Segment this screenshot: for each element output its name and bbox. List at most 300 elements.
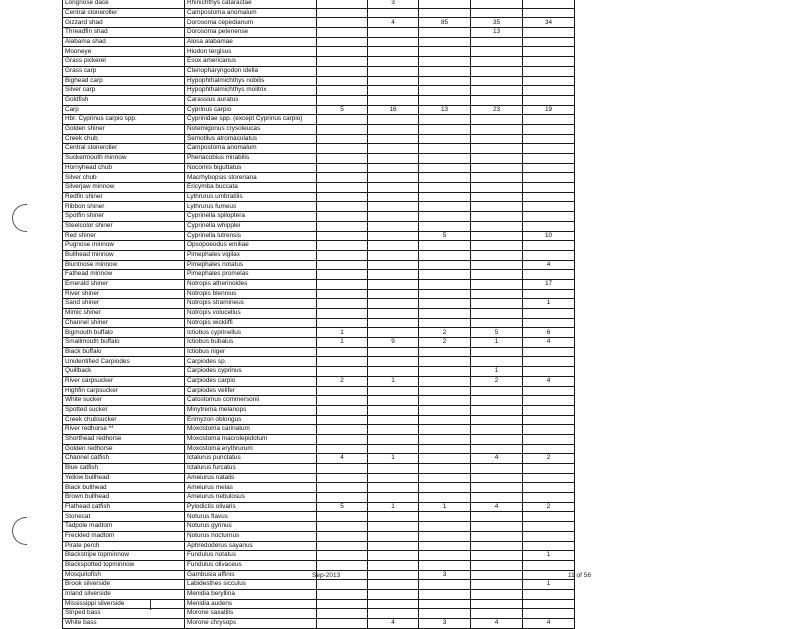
common-name-cell: Steelcolor shiner bbox=[63, 221, 185, 231]
count-cell bbox=[471, 609, 523, 619]
table-row bbox=[63, 183, 575, 193]
count-cell bbox=[317, 551, 368, 561]
count-cell bbox=[317, 115, 368, 125]
count-cell bbox=[368, 86, 419, 96]
count-cell bbox=[317, 66, 368, 76]
count-cell: 4 bbox=[471, 502, 523, 512]
count-cell bbox=[419, 279, 471, 289]
count-cell bbox=[317, 202, 368, 212]
common-name-cell: Black bullhead bbox=[63, 483, 185, 493]
common-name-cell: Channel shiner bbox=[63, 318, 185, 328]
count-cell bbox=[471, 560, 523, 570]
count-cell bbox=[523, 183, 575, 193]
count-cell bbox=[368, 328, 419, 338]
count-cell bbox=[523, 483, 575, 493]
count-cell bbox=[419, 163, 471, 173]
common-name-cell: Bluntnose minnow bbox=[63, 260, 185, 270]
count-cell bbox=[471, 464, 523, 474]
count-cell: 3 bbox=[368, 0, 419, 8]
count-cell bbox=[368, 95, 419, 105]
count-cell bbox=[317, 57, 368, 67]
scientific-name-cell: Ameiurus natalis bbox=[185, 473, 317, 483]
count-cell bbox=[317, 434, 368, 444]
count-cell: 4 bbox=[471, 454, 523, 464]
count-cell bbox=[523, 367, 575, 377]
count-cell bbox=[368, 202, 419, 212]
footer-page-number: 11 of 56 bbox=[568, 572, 592, 579]
scientific-name-cell: Noturus flavus bbox=[185, 512, 317, 522]
punch-hole-mark bbox=[12, 517, 27, 545]
count-cell bbox=[317, 163, 368, 173]
count-cell: 1 bbox=[471, 367, 523, 377]
count-cell bbox=[368, 66, 419, 76]
count-cell: 13 bbox=[471, 28, 523, 38]
scientific-name-cell: Opsopoeodus emiliae bbox=[185, 241, 317, 251]
table-row bbox=[63, 589, 575, 599]
count-cell bbox=[471, 154, 523, 164]
count-cell: 1 bbox=[419, 502, 471, 512]
scientific-name-cell: Pimephales vigilax bbox=[185, 250, 317, 260]
table-row bbox=[63, 376, 575, 386]
count-cell bbox=[317, 580, 368, 590]
table-row bbox=[63, 57, 575, 67]
count-cell: 3 bbox=[419, 619, 471, 629]
count-cell: 1 bbox=[523, 551, 575, 561]
scientific-name-cell: Campostoma anomalum bbox=[185, 8, 317, 18]
count-cell bbox=[317, 609, 368, 619]
count-cell bbox=[523, 212, 575, 222]
count-cell bbox=[368, 434, 419, 444]
table-row bbox=[63, 28, 575, 38]
count-cell: 5 bbox=[317, 502, 368, 512]
count-cell: 10 bbox=[523, 231, 575, 241]
scientific-name-cell: Gambusia affinis bbox=[185, 570, 317, 580]
count-cell bbox=[419, 541, 471, 551]
count-cell bbox=[419, 425, 471, 435]
table-row bbox=[63, 221, 575, 231]
count-cell bbox=[368, 57, 419, 67]
count-cell bbox=[368, 580, 419, 590]
count-cell: 4 bbox=[523, 376, 575, 386]
count-cell bbox=[523, 95, 575, 105]
count-cell bbox=[317, 221, 368, 231]
punch-hole-mark bbox=[12, 204, 27, 232]
fish-table-body bbox=[63, 0, 575, 628]
count-cell bbox=[419, 241, 471, 251]
table-row bbox=[63, 512, 575, 522]
count-cell: 1 bbox=[368, 454, 419, 464]
common-name-cell: Freckled madtom bbox=[63, 531, 185, 541]
count-cell bbox=[368, 231, 419, 241]
scientific-name-cell: Hiodon tergisus bbox=[185, 47, 317, 57]
scientific-name-cell: Ameiurus melas bbox=[185, 483, 317, 493]
count-cell bbox=[419, 473, 471, 483]
count-cell bbox=[471, 37, 523, 47]
common-name-cell: Stonecat bbox=[63, 512, 185, 522]
count-cell: 4 bbox=[523, 619, 575, 629]
table-row bbox=[63, 367, 575, 377]
count-cell bbox=[419, 37, 471, 47]
table-row bbox=[63, 357, 575, 367]
common-name-cell: Yellow bullhead bbox=[63, 473, 185, 483]
count-cell bbox=[523, 405, 575, 415]
table-row bbox=[63, 328, 575, 338]
count-cell bbox=[368, 444, 419, 454]
count-cell bbox=[317, 299, 368, 309]
scientific-name-cell: Moxostoma carinatum bbox=[185, 425, 317, 435]
scientific-name-cell: Carpiodes cyprinus bbox=[185, 367, 317, 377]
count-cell bbox=[419, 202, 471, 212]
count-cell bbox=[419, 396, 471, 406]
table-row bbox=[63, 289, 575, 299]
common-name-cell: Blackspotted topminnow bbox=[63, 560, 185, 570]
count-cell bbox=[471, 183, 523, 193]
count-cell bbox=[419, 454, 471, 464]
count-cell bbox=[523, 347, 575, 357]
count-cell bbox=[368, 522, 419, 532]
count-cell bbox=[523, 434, 575, 444]
scientific-name-cell: Notemigonus crysoleucas bbox=[185, 124, 317, 134]
count-cell bbox=[317, 415, 368, 425]
common-name-cell: Brook silverside bbox=[63, 580, 185, 590]
scientific-name-cell: Notropis blennius bbox=[185, 289, 317, 299]
count-cell bbox=[368, 512, 419, 522]
count-cell bbox=[471, 76, 523, 86]
count-cell bbox=[419, 289, 471, 299]
common-name-cell: Shorthead redhorse bbox=[63, 434, 185, 444]
count-cell bbox=[368, 163, 419, 173]
common-name-cell: Bighead carp bbox=[63, 76, 185, 86]
count-cell bbox=[317, 619, 368, 629]
table-row bbox=[63, 473, 575, 483]
common-name-cell: Mississippi silverside bbox=[63, 599, 185, 609]
table-row bbox=[63, 454, 575, 464]
count-cell bbox=[368, 589, 419, 599]
scientific-name-cell: Dorosoma cepedianum bbox=[185, 18, 317, 28]
count-cell bbox=[419, 512, 471, 522]
count-cell bbox=[368, 396, 419, 406]
count-cell bbox=[471, 86, 523, 96]
count-cell bbox=[471, 318, 523, 328]
common-name-cell: Longnose dace bbox=[63, 0, 185, 8]
common-name-cell: Blackstripe topminnow bbox=[63, 551, 185, 561]
count-cell bbox=[419, 134, 471, 144]
count-cell bbox=[317, 124, 368, 134]
scientific-name-cell: Noturus nocturnus bbox=[185, 531, 317, 541]
count-cell: 2 bbox=[419, 338, 471, 348]
count-cell bbox=[471, 163, 523, 173]
table-row bbox=[63, 115, 575, 125]
common-name-cell: Bullhead minnow bbox=[63, 250, 185, 260]
count-cell bbox=[523, 144, 575, 154]
common-name-cell: Alabama shad bbox=[63, 37, 185, 47]
count-cell bbox=[419, 95, 471, 105]
table-row bbox=[63, 531, 575, 541]
count-cell bbox=[317, 0, 368, 8]
count-cell bbox=[419, 221, 471, 231]
count-cell bbox=[317, 367, 368, 377]
count-cell bbox=[419, 357, 471, 367]
common-name-cell: River carpsucker bbox=[63, 376, 185, 386]
count-cell bbox=[471, 483, 523, 493]
scientific-name-cell: Ictalurus furcatus bbox=[185, 464, 317, 474]
count-cell bbox=[471, 347, 523, 357]
table-row bbox=[63, 270, 575, 280]
common-name-cell: Quillback bbox=[63, 367, 185, 377]
count-cell bbox=[471, 231, 523, 241]
scientific-name-cell: Fundulus notatus bbox=[185, 551, 317, 561]
count-cell bbox=[523, 47, 575, 57]
count-cell: 2 bbox=[317, 376, 368, 386]
scientific-name-cell: Hypophthalmichthys nobilis bbox=[185, 76, 317, 86]
count-cell bbox=[368, 134, 419, 144]
count-cell bbox=[471, 270, 523, 280]
count-cell bbox=[471, 144, 523, 154]
table-row bbox=[63, 47, 575, 57]
count-cell bbox=[419, 386, 471, 396]
table-row bbox=[63, 396, 575, 406]
count-cell bbox=[317, 260, 368, 270]
common-name-cell: Silverjaw minnow bbox=[63, 183, 185, 193]
table-row bbox=[63, 202, 575, 212]
count-cell: 85 bbox=[419, 18, 471, 28]
common-name-cell: White bass bbox=[63, 619, 185, 629]
table-row bbox=[63, 124, 575, 134]
count-cell bbox=[523, 37, 575, 47]
count-cell bbox=[523, 173, 575, 183]
table-row bbox=[63, 134, 575, 144]
count-cell bbox=[317, 396, 368, 406]
count-cell bbox=[471, 434, 523, 444]
count-cell bbox=[368, 241, 419, 251]
count-cell bbox=[368, 124, 419, 134]
count-cell bbox=[419, 57, 471, 67]
scientific-name-cell: Fundulus olivaceus bbox=[185, 560, 317, 570]
table-row bbox=[63, 309, 575, 319]
count-cell bbox=[317, 464, 368, 474]
count-cell bbox=[523, 28, 575, 38]
scientific-name-cell: Erimyzon oblongus bbox=[185, 415, 317, 425]
footer-date: Sep-2013 bbox=[312, 572, 341, 579]
count-cell bbox=[471, 260, 523, 270]
count-cell bbox=[523, 221, 575, 231]
scientific-name-cell: Menidia audens bbox=[185, 599, 317, 609]
count-cell bbox=[471, 396, 523, 406]
count-cell: 1 bbox=[368, 502, 419, 512]
common-name-cell: Gizzard shad bbox=[63, 18, 185, 28]
count-cell: 4 bbox=[523, 260, 575, 270]
count-cell bbox=[368, 144, 419, 154]
scientific-name-cell: Ericymba buccata bbox=[185, 183, 317, 193]
count-cell bbox=[419, 0, 471, 8]
count-cell bbox=[368, 221, 419, 231]
count-cell bbox=[419, 76, 471, 86]
count-cell bbox=[523, 357, 575, 367]
table-row bbox=[63, 66, 575, 76]
count-cell bbox=[523, 66, 575, 76]
count-cell bbox=[317, 347, 368, 357]
count-cell bbox=[419, 367, 471, 377]
count-cell: 1 bbox=[523, 299, 575, 309]
common-name-cell: Flathead catfish bbox=[63, 502, 185, 512]
scientific-name-cell: Aphredoderus sayanus bbox=[185, 541, 317, 551]
scientific-name-cell: Phenacobius mirabilis bbox=[185, 154, 317, 164]
count-cell bbox=[317, 473, 368, 483]
count-cell bbox=[419, 318, 471, 328]
scientific-name-cell: Macrhybopsis storeriana bbox=[185, 173, 317, 183]
table-row bbox=[63, 260, 575, 270]
count-cell bbox=[419, 483, 471, 493]
count-cell: 1 bbox=[317, 328, 368, 338]
table-row bbox=[63, 405, 575, 415]
count-cell bbox=[471, 415, 523, 425]
count-cell bbox=[317, 250, 368, 260]
scientific-name-cell: Lythrurus fumeus bbox=[185, 202, 317, 212]
common-name-cell: Grass carp bbox=[63, 66, 185, 76]
count-cell bbox=[419, 8, 471, 18]
count-cell bbox=[523, 512, 575, 522]
count-cell: 5 bbox=[317, 105, 368, 115]
count-cell bbox=[317, 37, 368, 47]
scientific-name-cell: Pimephales promelas bbox=[185, 270, 317, 280]
count-cell bbox=[419, 28, 471, 38]
count-cell bbox=[471, 221, 523, 231]
count-cell bbox=[523, 154, 575, 164]
count-cell bbox=[368, 541, 419, 551]
count-cell bbox=[317, 357, 368, 367]
count-cell bbox=[471, 425, 523, 435]
count-cell bbox=[523, 493, 575, 503]
count-cell: 2 bbox=[471, 376, 523, 386]
count-cell bbox=[317, 309, 368, 319]
count-cell bbox=[317, 192, 368, 202]
count-cell bbox=[419, 47, 471, 57]
count-cell bbox=[471, 192, 523, 202]
scientific-name-cell: Nocomis biguttatus bbox=[185, 163, 317, 173]
count-cell: 1 bbox=[523, 580, 575, 590]
count-cell bbox=[419, 599, 471, 609]
common-name-cell: Fathead minnow bbox=[63, 270, 185, 280]
common-name-cell: Emerald shiner bbox=[63, 279, 185, 289]
count-cell: 1 bbox=[471, 338, 523, 348]
table-row bbox=[63, 609, 575, 619]
common-name-cell: Hbr. Cyprinus carpio spp. bbox=[63, 115, 185, 125]
count-cell bbox=[471, 589, 523, 599]
count-cell bbox=[317, 28, 368, 38]
count-cell bbox=[317, 95, 368, 105]
common-name-cell: Grass pickerel bbox=[63, 57, 185, 67]
scientific-name-cell: Carpiodes sp. bbox=[185, 357, 317, 367]
count-cell bbox=[471, 115, 523, 125]
scientific-name-cell: Cyprinidae spp. (except Cyprinus carpio) bbox=[185, 115, 317, 125]
count-cell bbox=[419, 124, 471, 134]
table-row bbox=[63, 250, 575, 260]
count-cell bbox=[523, 289, 575, 299]
scientific-name-cell: Cyprinella spiloptera bbox=[185, 212, 317, 222]
scientific-name-cell: Morone chrysops bbox=[185, 619, 317, 629]
table-row bbox=[63, 464, 575, 474]
count-cell bbox=[419, 250, 471, 260]
count-cell bbox=[317, 86, 368, 96]
common-name-cell: Blue catfish bbox=[63, 464, 185, 474]
count-cell bbox=[471, 173, 523, 183]
common-name-cell: Goldfish bbox=[63, 95, 185, 105]
scientific-name-cell: Noturus gyrinus bbox=[185, 522, 317, 532]
scientific-name-cell: Rhinichthys cataractae bbox=[185, 0, 317, 8]
count-cell bbox=[317, 289, 368, 299]
count-cell bbox=[317, 279, 368, 289]
count-cell bbox=[368, 599, 419, 609]
scientific-name-cell: Carassius auratus bbox=[185, 95, 317, 105]
count-cell bbox=[419, 531, 471, 541]
count-cell bbox=[419, 609, 471, 619]
common-name-cell: Carp bbox=[63, 105, 185, 115]
count-cell: 4 bbox=[317, 454, 368, 464]
common-name-cell: Tadpole madtom bbox=[63, 522, 185, 532]
count-cell bbox=[368, 250, 419, 260]
count-cell bbox=[523, 541, 575, 551]
count-cell bbox=[471, 95, 523, 105]
count-cell bbox=[471, 134, 523, 144]
count-cell: 1 bbox=[368, 376, 419, 386]
scientific-name-cell: Cyprinella whipplei bbox=[185, 221, 317, 231]
count-cell bbox=[523, 599, 575, 609]
count-cell bbox=[471, 309, 523, 319]
count-cell bbox=[523, 250, 575, 260]
table-row bbox=[63, 8, 575, 18]
count-cell: 2 bbox=[523, 454, 575, 464]
count-cell bbox=[368, 367, 419, 377]
count-cell: 6 bbox=[523, 328, 575, 338]
count-cell bbox=[317, 531, 368, 541]
count-cell bbox=[419, 173, 471, 183]
scientific-name-cell: Notropis volucellus bbox=[185, 309, 317, 319]
count-cell bbox=[523, 86, 575, 96]
count-cell bbox=[368, 531, 419, 541]
count-cell bbox=[368, 483, 419, 493]
count-cell: 4 bbox=[523, 338, 575, 348]
count-cell bbox=[419, 589, 471, 599]
scientific-name-cell: Notropis wickliffi bbox=[185, 318, 317, 328]
common-name-cell: Pugnose minnow bbox=[63, 241, 185, 251]
count-cell bbox=[368, 464, 419, 474]
count-cell bbox=[317, 425, 368, 435]
count-cell: 5 bbox=[419, 231, 471, 241]
count-cell bbox=[419, 522, 471, 532]
count-cell bbox=[471, 289, 523, 299]
scientific-name-cell: Carpiodes velifer bbox=[185, 386, 317, 396]
count-cell: 34 bbox=[523, 18, 575, 28]
count-cell bbox=[523, 8, 575, 18]
common-name-cell: Hornyhead chub bbox=[63, 163, 185, 173]
count-cell bbox=[317, 8, 368, 18]
count-cell bbox=[368, 570, 419, 580]
count-cell: 35 bbox=[471, 18, 523, 28]
common-name-cell: Pirate perch bbox=[63, 541, 185, 551]
common-name-cell: Central stoneroller bbox=[63, 8, 185, 18]
table-row bbox=[63, 560, 575, 570]
count-cell bbox=[317, 241, 368, 251]
common-name-cell: Golden redhorse bbox=[63, 444, 185, 454]
table-row bbox=[63, 318, 575, 328]
scientific-name-cell: Semotilus atromaculatus bbox=[185, 134, 317, 144]
common-name-cell: River shiner bbox=[63, 289, 185, 299]
common-name-cell: Black buffalo bbox=[63, 347, 185, 357]
count-cell bbox=[523, 522, 575, 532]
count-cell bbox=[419, 493, 471, 503]
count-cell bbox=[317, 47, 368, 57]
count-cell: 1 bbox=[317, 338, 368, 348]
